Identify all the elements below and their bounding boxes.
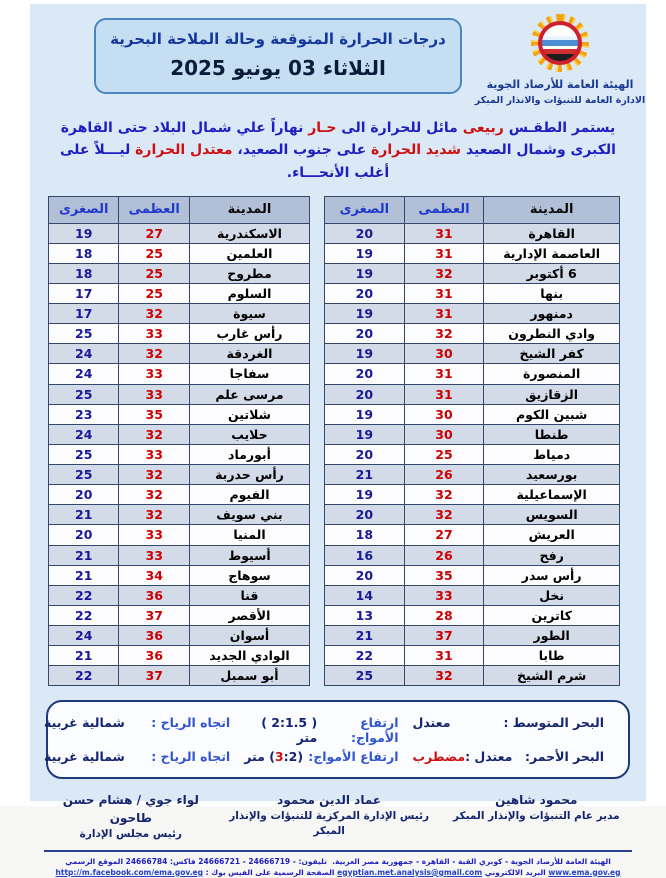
text-segment: ربيعى <box>462 119 504 136</box>
city-cell: السويس <box>484 505 620 525</box>
table-row <box>49 605 310 625</box>
wave-height-column <box>230 715 398 745</box>
max-cell: 27 <box>404 525 484 545</box>
min-cell: 20 <box>49 485 119 505</box>
ema-logo <box>531 14 589 72</box>
table-row <box>49 465 310 485</box>
city-cell: الوادي الجديد <box>189 646 309 666</box>
max-cell: 32 <box>404 666 484 686</box>
min-cell: 18 <box>49 243 119 263</box>
max-cell: 31 <box>404 283 484 303</box>
table-header-row <box>49 196 310 223</box>
max-cell: 25 <box>119 283 189 303</box>
max-cell: 26 <box>404 545 484 565</box>
city-cell: الإسماعيلية <box>484 485 620 505</box>
max-cell: 36 <box>119 646 189 666</box>
min-cell: 19 <box>49 223 119 243</box>
min-cell: 19 <box>325 424 405 444</box>
sea-state-column <box>398 749 604 764</box>
city-cell: دمياط <box>484 444 620 464</box>
max-cell: 32 <box>404 263 484 283</box>
table-row <box>49 364 310 384</box>
text-segment: :2) متر <box>244 749 298 765</box>
wind-direction-value: شمالية غربية <box>44 749 125 765</box>
max-cell: 32 <box>119 505 189 525</box>
text-segment: شديد الحرارة <box>371 142 462 159</box>
temperature-table-west <box>48 196 310 687</box>
table-row <box>49 626 310 646</box>
city-cell: قنا <box>189 585 309 605</box>
max-cell: 35 <box>119 404 189 424</box>
max-cell: 27 <box>119 223 189 243</box>
city-cell: العاصمة الإدارية <box>484 243 620 263</box>
text-segment: معتدل <box>412 715 451 731</box>
max-cell: 30 <box>404 344 484 364</box>
city-cell: الاسكندرية <box>189 223 309 243</box>
city-cell: العريش <box>484 525 620 545</box>
max-cell: 35 <box>404 565 484 585</box>
min-cell: 18 <box>49 263 119 283</box>
max-cell: 31 <box>404 304 484 324</box>
table-row <box>325 304 620 324</box>
table-row <box>49 545 310 565</box>
min-cell: 17 <box>49 304 119 324</box>
max-cell: 31 <box>404 646 484 666</box>
table-row <box>49 585 310 605</box>
max-cell: 31 <box>404 364 484 384</box>
city-cell: مطروح <box>189 263 309 283</box>
city-cell: طابا <box>484 646 620 666</box>
bulletin-date: الثلاثاء 03 يونيو 2025 <box>170 56 386 80</box>
min-column-header: الصغرى <box>49 196 119 223</box>
sea-state-value <box>412 715 450 730</box>
max-cell: 32 <box>119 424 189 444</box>
organization-block <box>474 12 646 107</box>
table-row <box>325 364 620 384</box>
min-cell: 19 <box>325 404 405 424</box>
city-cell: سفاجا <box>189 364 309 384</box>
city-cell: أبو سمبل <box>189 666 309 686</box>
city-cell: القاهرة <box>484 223 620 243</box>
max-cell: 33 <box>119 364 189 384</box>
city-cell: مرسى علم <box>189 384 309 404</box>
city-cell: بني سويف <box>189 505 309 525</box>
signature-name: محمود شاهين <box>495 793 578 808</box>
max-cell: 30 <box>404 424 484 444</box>
footer-link[interactable]: egyptian.met.analysis@gmail.com <box>337 867 483 877</box>
min-cell: 25 <box>49 324 119 344</box>
max-column-header: العظمى <box>404 196 484 223</box>
min-cell: 22 <box>49 666 119 686</box>
city-cell: سوهاج <box>189 565 309 585</box>
city-cell: المنصورة <box>484 364 620 384</box>
max-cell: 36 <box>119 585 189 605</box>
min-cell: 22 <box>49 585 119 605</box>
city-cell: العلمين <box>189 243 309 263</box>
sea-name-label: البحر المتوسط : <box>503 715 604 731</box>
max-cell: 37 <box>404 626 484 646</box>
signature-name: لواء جوي / هشام حسن طاحون <box>62 793 199 826</box>
table-row <box>325 404 620 424</box>
max-cell: 33 <box>119 324 189 344</box>
min-cell: 21 <box>49 565 119 585</box>
sea-state-value <box>412 749 512 764</box>
footer-divider <box>44 850 632 852</box>
min-cell: 23 <box>49 404 119 424</box>
table-row <box>49 223 310 243</box>
footer-link[interactable]: www.ema.gov.eg <box>548 867 621 877</box>
wind-direction-value: شمالية غربية <box>44 715 125 731</box>
city-cell: كاترين <box>484 605 620 625</box>
table-row <box>325 605 620 625</box>
min-cell: 20 <box>325 505 405 525</box>
min-cell: 17 <box>49 283 119 303</box>
text-segment: ليـــلاً على أغلب الأنحـــاء. <box>55 142 390 181</box>
city-cell: أسوان <box>189 626 309 646</box>
min-cell: 20 <box>325 283 405 303</box>
city-cell: كفر الشيخ <box>484 344 620 364</box>
wave-height-label: ارتفاع الأمواج: <box>308 749 399 765</box>
marine-conditions-box <box>46 700 630 779</box>
max-cell: 25 <box>119 243 189 263</box>
min-cell: 20 <box>325 444 405 464</box>
text-segment: يستمر الطقـس <box>503 119 616 136</box>
text-segment: 3 <box>274 749 284 765</box>
sea-name-label: البحر الأحمر: <box>525 749 604 765</box>
table-row <box>325 585 620 605</box>
text-segment: نهاراً علي شمال البلاد حتى القاهرة الكبرى وشمال الصعيد <box>55 119 616 159</box>
table-row <box>325 626 620 646</box>
max-cell: 32 <box>119 344 189 364</box>
table-row <box>49 424 310 444</box>
min-cell: 25 <box>49 444 119 464</box>
table-row <box>49 304 310 324</box>
signature-chairman <box>42 791 220 842</box>
text-segment: الصفحة الرسمية على الفيس بوك : <box>203 867 338 877</box>
city-cell: رأس سدر <box>484 565 620 585</box>
table-row <box>325 646 620 666</box>
city-column-header: المدينة <box>189 196 309 223</box>
text-segment: معتدل الحرارة <box>135 142 233 159</box>
red-sea-row <box>44 749 604 765</box>
table-row <box>325 243 620 263</box>
wind-direction-column <box>44 749 230 764</box>
table-row <box>49 404 310 424</box>
wave-height-column <box>230 749 398 764</box>
city-cell: 6 أكتوبر <box>484 263 620 283</box>
max-cell: 31 <box>404 243 484 263</box>
max-cell: 33 <box>119 384 189 404</box>
table-row <box>49 324 310 344</box>
table-row <box>325 505 620 525</box>
table-row <box>325 666 620 686</box>
min-cell: 24 <box>49 344 119 364</box>
footer-link[interactable]: http://m.facebook.com/ema.gov.eg <box>55 867 204 877</box>
city-cell: الزقازيق <box>484 384 620 404</box>
city-cell: نخل <box>484 585 620 605</box>
min-cell: 21 <box>49 646 119 666</box>
table-row <box>49 666 310 686</box>
min-cell: 25 <box>49 465 119 485</box>
min-cell: 14 <box>325 585 405 605</box>
signature-name: عماد الدين محمود <box>277 793 382 808</box>
text-segment: معتدل : <box>465 749 513 765</box>
table-row <box>49 384 310 404</box>
table-header-row <box>325 196 620 223</box>
table-row <box>49 525 310 545</box>
table-row <box>325 565 620 585</box>
max-cell: 25 <box>119 263 189 283</box>
table-row <box>49 485 310 505</box>
city-cell: الغردقة <box>189 344 309 364</box>
table-row <box>49 505 310 525</box>
signature-title: رئيس الإدارة المركزية للتنبؤات والإنذار المبكر <box>229 810 430 838</box>
table-row <box>49 565 310 585</box>
max-cell: 33 <box>119 525 189 545</box>
min-cell: 19 <box>325 485 405 505</box>
min-cell: 19 <box>325 243 405 263</box>
max-cell: 31 <box>404 384 484 404</box>
city-cell: الفيوم <box>189 485 309 505</box>
min-cell: 20 <box>325 324 405 344</box>
min-cell: 20 <box>325 384 405 404</box>
logo-red-ring <box>538 21 582 65</box>
min-cell: 21 <box>49 545 119 565</box>
wave-height-value <box>244 749 303 764</box>
signature-title: مدير عام التنبؤات والإنذار المبكر <box>452 810 620 823</box>
min-cell: 20 <box>325 364 405 384</box>
max-cell: 32 <box>404 505 484 525</box>
city-cell: السلوم <box>189 283 309 303</box>
min-cell: 16 <box>325 545 405 565</box>
max-cell: 33 <box>119 545 189 565</box>
signatures-row <box>42 791 634 842</box>
max-cell: 33 <box>404 585 484 605</box>
min-cell: 24 <box>49 626 119 646</box>
city-cell: طنطا <box>484 424 620 444</box>
table-row <box>325 545 620 565</box>
max-cell: 28 <box>404 605 484 625</box>
min-cell: 18 <box>325 525 405 545</box>
city-cell: شبين الكوم <box>484 404 620 424</box>
text-segment: ( <box>297 749 304 765</box>
org-department: الادارة العامة للتنبؤات والانذار المبكر <box>474 94 646 106</box>
text-segment: على جنوب الصعيد، <box>232 142 372 159</box>
table-row <box>49 283 310 303</box>
bulletin-panel <box>30 4 646 877</box>
min-cell: 25 <box>49 384 119 404</box>
min-cell: 19 <box>325 304 405 324</box>
signature-head-central-admin <box>220 791 439 842</box>
min-cell: 22 <box>325 646 405 666</box>
signature-director <box>439 791 634 842</box>
min-cell: 25 <box>325 666 405 686</box>
temperature-table-east <box>324 196 620 687</box>
text-segment: الهيئة العامة للأرصاد الجوية - كوبري القبة - القاهرة - جمهورية مصر العربية. تليفون: - 24666719 - 24666721 فاكس: 24666784 الموقع الرسمي <box>62 857 611 867</box>
city-cell: المنيا <box>189 525 309 545</box>
wind-direction-column <box>44 715 230 730</box>
max-cell: 30 <box>404 404 484 424</box>
min-cell: 24 <box>49 424 119 444</box>
min-column-header: الصغرى <box>325 196 405 223</box>
max-column-header: العظمى <box>119 196 189 223</box>
table-row <box>325 263 620 283</box>
table-row <box>325 465 620 485</box>
city-cell: رفح <box>484 545 620 565</box>
city-cell: رأس غارب <box>189 324 309 344</box>
max-cell: 33 <box>119 444 189 464</box>
wave-height-label: ارتفاع الأمواج: <box>351 715 399 746</box>
text-segment: ( 2:1.5 ) متر <box>256 715 318 746</box>
city-cell: أبورماد <box>189 444 309 464</box>
text-segment: حـار <box>308 119 337 136</box>
max-cell: 32 <box>119 304 189 324</box>
wind-direction-label: اتجاه الرياح : <box>151 749 231 765</box>
table-row <box>49 263 310 283</box>
table-row <box>325 424 620 444</box>
min-cell: 20 <box>325 223 405 243</box>
max-cell: 31 <box>404 223 484 243</box>
table-row <box>49 344 310 364</box>
contact-footer <box>38 857 638 878</box>
max-cell: 32 <box>404 324 484 344</box>
max-cell: 32 <box>119 465 189 485</box>
min-cell: 21 <box>49 505 119 525</box>
city-cell: الأقصر <box>189 605 309 625</box>
sea-state-column <box>398 715 604 730</box>
city-cell: شلاتين <box>189 404 309 424</box>
city-cell: سيوة <box>189 304 309 324</box>
max-cell: 37 <box>119 666 189 686</box>
text-segment: مائل للحرارة الى <box>336 119 463 136</box>
city-cell: وادي النطرون <box>484 324 620 344</box>
mediterranean-row <box>44 715 604 746</box>
signature-title: رئيس مجلس الإدارة <box>79 828 182 841</box>
city-column-header: المدينة <box>484 196 620 223</box>
title-box <box>94 18 462 94</box>
min-cell: 19 <box>325 263 405 283</box>
max-cell: 37 <box>119 605 189 625</box>
min-cell: 21 <box>325 626 405 646</box>
wind-direction-label: اتجاه الرياح : <box>151 715 231 731</box>
min-cell: 20 <box>325 565 405 585</box>
table-row <box>49 444 310 464</box>
table-row <box>325 384 620 404</box>
table-row <box>325 485 620 505</box>
temperature-tables <box>38 196 620 687</box>
org-name: الهيئة العامة للأرصاد الجوية <box>486 78 634 91</box>
city-cell: دمنهور <box>484 304 620 324</box>
max-cell: 34 <box>119 565 189 585</box>
forecast-paragraph <box>52 117 624 184</box>
bulletin-header <box>30 4 646 107</box>
max-cell: 25 <box>404 444 484 464</box>
max-cell: 26 <box>404 465 484 485</box>
table-row <box>325 283 620 303</box>
min-cell: 24 <box>49 364 119 384</box>
max-cell: 36 <box>119 626 189 646</box>
min-cell: 20 <box>49 525 119 545</box>
text-segment: البريد الالكتروني <box>482 867 549 877</box>
city-cell: بنها <box>484 283 620 303</box>
table-row <box>325 525 620 545</box>
max-cell: 32 <box>404 485 484 505</box>
max-cell: 32 <box>119 485 189 505</box>
city-cell: شرم الشيخ <box>484 666 620 686</box>
min-cell: 13 <box>325 605 405 625</box>
wave-height-value <box>244 715 317 745</box>
table-row <box>325 344 620 364</box>
table-row <box>49 243 310 263</box>
city-cell: حلايب <box>189 424 309 444</box>
city-cell: الطور <box>484 626 620 646</box>
table-row <box>325 444 620 464</box>
min-cell: 22 <box>49 605 119 625</box>
page-title: درجات الحرارة المتوقعة وحالة الملاحة البحرية <box>110 30 446 48</box>
city-cell: رأس حدربة <box>189 465 309 485</box>
table-row <box>325 223 620 243</box>
min-cell: 19 <box>325 344 405 364</box>
min-cell: 21 <box>325 465 405 485</box>
text-segment: مضطرب <box>412 749 466 765</box>
city-cell: بورسعيد <box>484 465 620 485</box>
table-row <box>49 646 310 666</box>
table-row <box>325 324 620 344</box>
city-cell: أسيوط <box>189 545 309 565</box>
cloud-emblem-icon <box>542 25 578 61</box>
